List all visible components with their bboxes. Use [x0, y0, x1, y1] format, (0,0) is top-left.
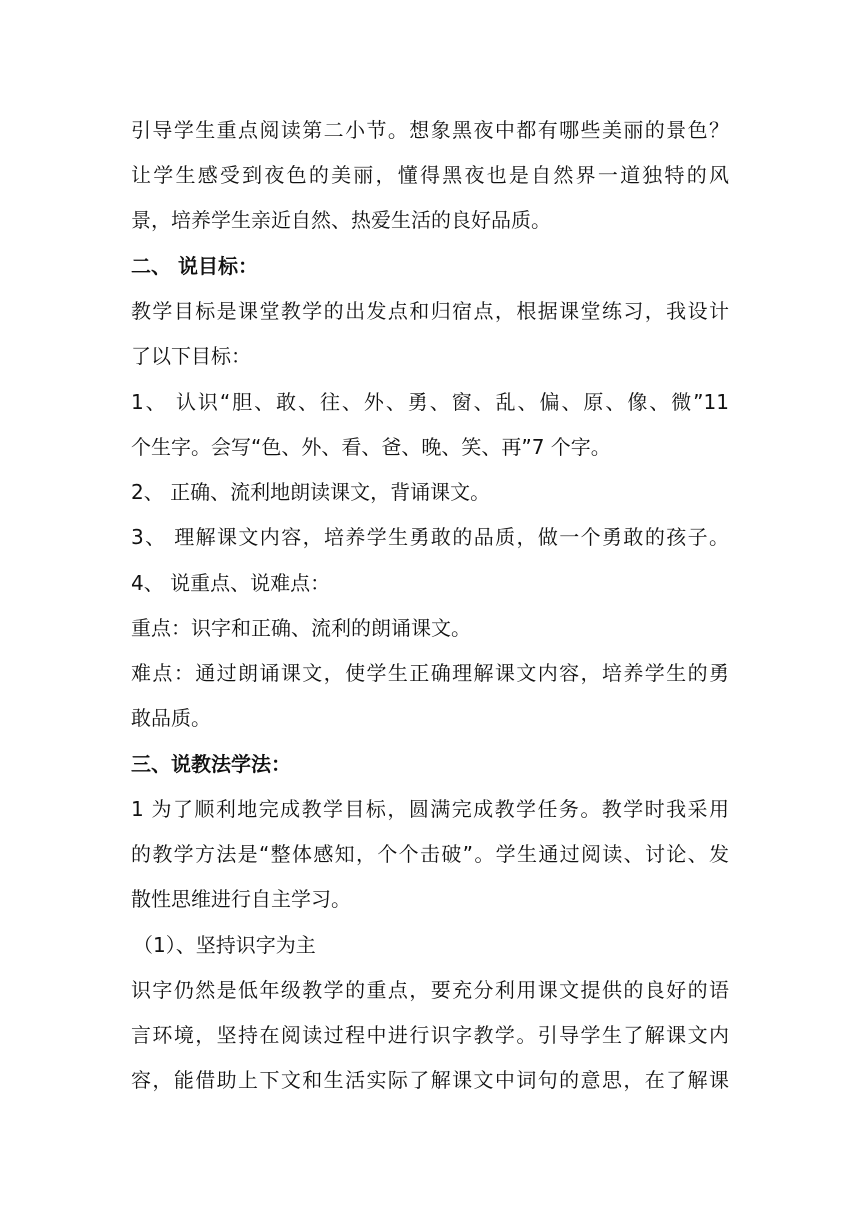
paragraph-line: 让学生感受到夜色的美丽，懂得黑夜也是自然界一道独特的风 [131, 163, 729, 187]
paragraph-line: 散性思维进行自主学习。 [131, 887, 351, 911]
paragraph-line: 了以下目标： [131, 344, 251, 368]
objective-item-2: 2、 正确、流利地朗读课文，背诵课文。 [131, 480, 491, 504]
subheading-literacy: （1）、坚持识字为主 [133, 933, 316, 957]
paragraph-line: 教学目标是课堂教学的出发点和归宿点，根据课堂练习，我设计 [131, 299, 729, 323]
paragraph-line: 容，能借助上下文和生活实际了解课文中词句的意思，在了解课 [131, 1068, 729, 1092]
objective-item-4: 4、 说重点、说难点： [131, 571, 331, 595]
objective-item-1: 1、 认识“胆、敢、往、外、勇、窗、乱、偏、原、像、微”11 [131, 390, 729, 414]
objective-item-1-continued: 个生字。会写“色、外、看、爸、晚、笑、再”7 个字。 [131, 435, 611, 459]
key-point-line: 重点：识字和正确、流利的朗诵课文。 [131, 616, 471, 640]
difficulty-line-continued: 敢品质。 [131, 706, 211, 730]
paragraph-line: 言环境，坚持在阅读过程中进行识字教学。引导学生了解课文内 [131, 1023, 729, 1047]
paragraph-line: 识字仍然是低年级教学的重点，要充分利用课文提供的良好的语 [131, 978, 729, 1002]
objective-item-3: 3、 理解课文内容，培养学生勇敢的品质，做一个勇敢的孩子。 [131, 525, 729, 549]
paragraph-line: 引导学生重点阅读第二小节。想象黑夜中都有哪些美丽的景色？ [131, 118, 729, 142]
paragraph-line: 的教学方法是“整体感知，个个击破”。学生通过阅读、讨论、发 [131, 842, 729, 866]
paragraph-line: 1 为了顺利地完成教学目标，圆满完成教学任务。教学时我采用 [131, 797, 729, 821]
difficulty-line: 难点：通过朗诵课文，使学生正确理解课文内容，培养学生的勇 [131, 661, 729, 685]
paragraph-line: 景，培养学生亲近自然、热爱生活的良好品质。 [131, 208, 551, 232]
section-heading-objectives: 二、 说目标： [131, 254, 258, 278]
section-heading-methods: 三、说教法学法： [131, 752, 291, 776]
